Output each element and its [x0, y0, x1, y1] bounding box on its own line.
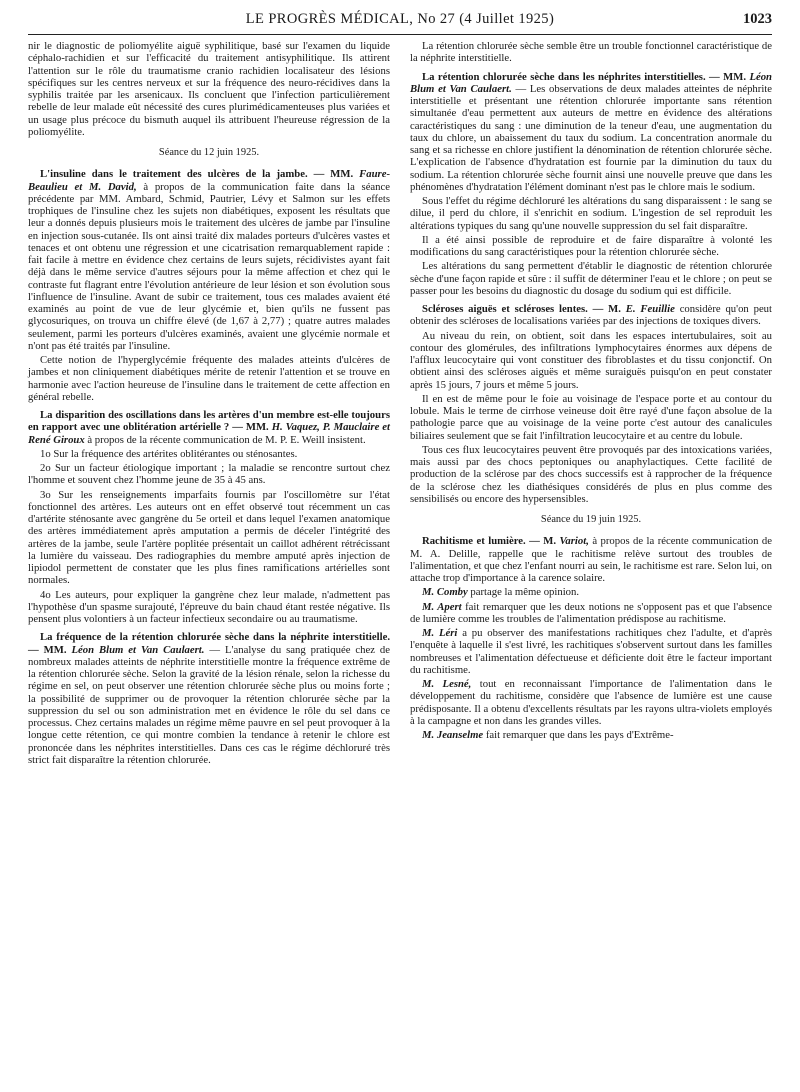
article-heading: L'insuline dans le traitement des ulcères de la jambe. — MM. [40, 168, 354, 181]
paragraph: Tous ces flux leucocytaires peuvent être provoqués par des intoxications variées, mais aussi par des chocs peptoniques ou anaphylactiques. Cette facilité de production de la sclérose par des chocs successifs est à rapprocher de la fréquence de la sclérose chez les diathésiques considérés de plus en plus comme des sensibilisés ou encore des hypersensibles. [410, 443, 772, 505]
speaker-name: M. Jeanselme [422, 729, 484, 741]
article-scleroses [410, 303, 772, 328]
list-item: 3o Sur les renseignements imparfaits fournis par l'oscillomètre sur l'état fonctionnel des artères. Les auteurs ont en effet observé tout récemment un cas d'artérite sténosante avec gangrène du 5e orteil et dans lequel l'examen anatomique des artères immédiatement après amputation a permis de déceler l'intégrité des artères de la jambe, seule l'artère poplitée présentait un caillot adhérent rétrécissant la lumière du vaisseau. Des radiographies du membre amputé après injection de lipiodol permettent de constater que les plus fines ramifications artérielles sont normales. [28, 488, 390, 587]
article-text: considère qu'on peut obtenir des scléroses de localisations variées par des injections de toxiques divers. [410, 303, 772, 328]
running-header [28, 8, 772, 35]
list-item: 4o Les auteurs, pour expliquer la gangrène chez leur malade, n'admettent pas l'hypothèse d'un spasme surajouté, l'épreuve du bain chaud étant restée négative. Ils pensent plus volontiers à un facteur infectieux secondaire ou au traumatisme. [28, 588, 390, 625]
article-retention-nephrites [410, 71, 772, 194]
journal-title: LE PROGRÈS MÉDICAL, No 27 (4 Juillet 1925) [245, 11, 555, 27]
paragraph: Cette notion de l'hyperglycémie fréquente des malades atteints d'ulcères de jambes et non cliniquement diabétiques mérite de retenir l'attention et se trouve en harmonie avec l'action heureuse de l'insuline dans le traitement de cette affection en général rebelle. [28, 354, 390, 403]
article-authors: Léon Blum et Van Caulaert. [71, 643, 205, 656]
article-authors: H. Vaquez, P. Mauclaire et René Giroux [28, 421, 390, 446]
paragraph: Sous l'effet du régime déchloruré les altérations du sang disparaissent : le sang se dilue, il perd du chlore, il s'enrichit en sodium. L'ingestion de sel reproduit les altérations typiques du sang qu'une nouvelle suppression du sel fait disparaître. [410, 195, 772, 232]
speaker-name: M. Léri [422, 627, 458, 639]
article-retention [28, 631, 390, 766]
paragraph: Les altérations du sang permettent d'établir le diagnostic de rétention chlorurée sèche d'une façon rapide et sûre : il suffit de déterminer l'eau et le chlore ; on peut se passer pour les besoins du diagnostic du dosage du sodium qui est difficile. [410, 260, 772, 297]
speaker-text: a pu observer des manifestations rachitiques chez l'adulte, et d'après l'enquête à laquelle il s'est livré, les rachitiques s'observent surtout dans les familles nombreuses et l'alimentation défectueuse et déficiente doit être le facteur important du rachitisme. [410, 627, 772, 676]
left-column [28, 40, 390, 768]
article-text: — L'analyse du sang pratiquée chez de nombreux malades atteints de néphrite interstitielle montre la fréquence extrême de la rétention chlorurée sèche. Selon la gravité de la lésion rénale, selon la richesse du régime en sel, on peut observer une rétention chlorurée sèche plus ou moins forte ; la possibilité de supprimer ou de provoquer la rétention chlorurée sèche par la suppression du sel ou son administration met en évidence le rôle du sel dans ce processus. Chez certains malades un régime même pauvre en sel peut provoquer à la longue cette rétention, ce qui montre combien la tendance à retenir le chlore est prononcée dans les néphrites interstitielles. Dans ces cas le régime déchloruré très strict fait disparaître la rétention chlorurée. [28, 643, 391, 766]
paragraph: Au niveau du rein, on obtient, soit dans les espaces intertubulaires, soit au contour des glomérules, des infiltrations lymphocytaires énormes aux dépens de l'afflux leucocytaire qui vont constituer des fibroblastes et du tissu conjonctif. On obtient ainsi des scléroses aiguës et même suraiguës puisqu'on en peut constater après 15 jours, 7 jours et même 5 jours. [410, 329, 772, 391]
speaker-text: partage la même opinion. [470, 586, 580, 599]
page-number: 1023 [743, 11, 772, 27]
article-authors: E. Feuillie [625, 303, 675, 315]
paragraph [410, 601, 772, 626]
article-authors: Léon Blum et Van Caulaert. [410, 70, 772, 95]
speaker-name: M. Apert [422, 600, 462, 613]
speaker-text: tout en reconnaissant l'importance de l'alimentation dans le développement du rachitisme, considère que l'absence de lumière est une cause prédisposante. Il a obtenu d'excellents résultats par les rayons ultra-violets employés à la campagne et non dans les grandes villes. [410, 678, 773, 727]
list-item: 1o Sur la fréquence des artérites oblitérantes ou sténosantes. [40, 447, 298, 460]
article-insuline [28, 168, 390, 352]
paragraph [410, 627, 772, 676]
session-date: Séance du 12 juin 1925. [158, 147, 260, 158]
article-text: à propos de la récente communication de M. P. E. Weill insistent. [87, 433, 366, 446]
speaker-name: M. Lesné, [422, 678, 472, 690]
article-heading: La rétention chlorurée sèche dans les néphrites interstitielles. — MM. [422, 70, 747, 83]
article-authors: Variot, [559, 535, 589, 548]
paragraph [410, 678, 772, 727]
paragraph [410, 586, 772, 598]
article-heading: La fréquence de la rétention chlorurée sèche dans la néphrite interstitielle. — MM. [28, 631, 390, 656]
list-item: 2o Sur un facteur étiologique important ; la maladie se rencontre surtout chez l'homme et souvent chez l'homme jeune de 35 à 45 ans. [28, 462, 390, 487]
article-heading: Rachitisme et lumière. — M. [422, 535, 557, 548]
article-text: — Les observations de deux malades atteintes de néphrite interstitielle et présentant une rétention chlorurée importante sans rétention simultanée d'eau permettent aux auteurs de mettre en évidence des altérations caractéristiques du sang : une diminution de la teneur d'eau, une augmentation du taux du chlore, un abaissement du taux du sodium. La concentration anormale du sang et sa richesse en chlore justifient la dénomination de rétention chlorurée sèche. L'explication de l'absence d'hydratation est fournie par la diminution du taux du sodium. La rétention chlorurée sèche fournit ainsi une nouvelle preuve que dans les phénomènes d'hydratation l'élément dominant n'est pas le chlore mais le sodium. [410, 82, 773, 193]
paragraph: La rétention chlorurée sèche semble être un trouble fonctionnel caractéristique de la néphrite interstitielle. [410, 40, 772, 65]
speaker-text: fait remarquer que dans les pays d'Extrême- [485, 729, 674, 741]
speaker-name: M. Comby [422, 586, 468, 599]
speaker-text: fait remarquer que les deux notions ne s'opposent pas et que l'absence de lumière comme les troubles de l'alimentation prédispose au rachitisme. [410, 600, 772, 625]
article-oscillations [28, 409, 390, 446]
session-date: Séance du 19 juin 1925. [540, 514, 642, 525]
article-text: à propos de la communication faite dans la séance précédente par MM. Ambard, Schmid, Pautrier, Lévy et Salmon sur les effets trophiques de l'insuline chez les sujets non diabétiques, exposent les résultats que leur a donnés depuis plusieurs mois le traitement des ulcères de jambe par l'insuline en injection sous-cutanée. Ils ont ainsi traité dix malades porteurs d'ulcères vastes et tenaces et ont obtenu une régression et une cicatrisation remarquablement rapide : fait facile à mettre en évidence chez certains de leurs sujets, récidivistes ayant fait déjà dans le même service d'autres séjours pour la même affection et chez qui le contraste fut flagrant entre l'évolution antérieure de leur lésion et son évolution sous l'influence de l'insuline. Avant de subir ce traitement, tous ces malades avaient été examinés au point de vue de leur glycémie et, bien qu'ils ne fussent pas glycosuriques, on trouva un chiffre élevé (de 1,67 à 2,77) ; quatre autres malades seulement, parmi les porteurs d'ulcères examinés, avaient une glycémie normale et n'ont pas été traités par l'insuline. [28, 180, 391, 352]
article-heading: La disparition des oscillations dans les artères d'un membre est-elle toujours en rapport avec une oblitération artérielle ? — MM. [28, 409, 390, 434]
paragraph [410, 729, 772, 741]
article-heading: Scléroses aiguës et scléroses lentes. — M. [422, 303, 621, 315]
paragraph: Il a été ainsi possible de reproduire et de faire disparaître à volonté les modifications du sang caractéristiques pour la rétention chlorurée sèche. [410, 233, 772, 258]
article-authors: Faure-Beaulieu et M. David, [28, 168, 391, 193]
right-column [410, 40, 772, 743]
paragraph: nir le diagnostic de poliomyélite aiguë syphilitique, basé sur l'examen du liquide céphalo-rachidien et sur l'efficacité du traitement antisyphilitique. Ils attirent l'attention sur le rôle du traumatisme cranio rachidien localisateur des lésions spécifiques sur les centres nerveux et sur la fréquence des neuro-récidives dans la syphilis traitée par les arsenicaux. Ils concluent que l'infection particulièrement rebelle de leur malade eût nécessité des cures plurimédicamenteuses plus variées et un usage plus précoce du bismuth auquel ils attribuent l'heureuse régression de la poliomyélite. [28, 40, 390, 138]
article-rachitisme [410, 535, 772, 584]
article-text: à propos de la récente communication de M. A. Delille, rappelle que le rachitisme relève surtout des troubles de l'alimentation, et que chez l'enfant nourri au sein, le rachitisme est rare. Selon lui, on attache trop d'importance à la carence solaire. [410, 535, 773, 584]
paragraph: Il en est de même pour le foie au voisinage de l'espace porte et au contour du lobule. Mais le terme de cirrhose veineuse doit être rayé d'une façon absolue de la pathologie parce que au voisinage de la veine porte c'est autour des canalicules biliaires seulement que se fait l'infiltration leucocytaire et au centre du lobule. [410, 392, 772, 442]
